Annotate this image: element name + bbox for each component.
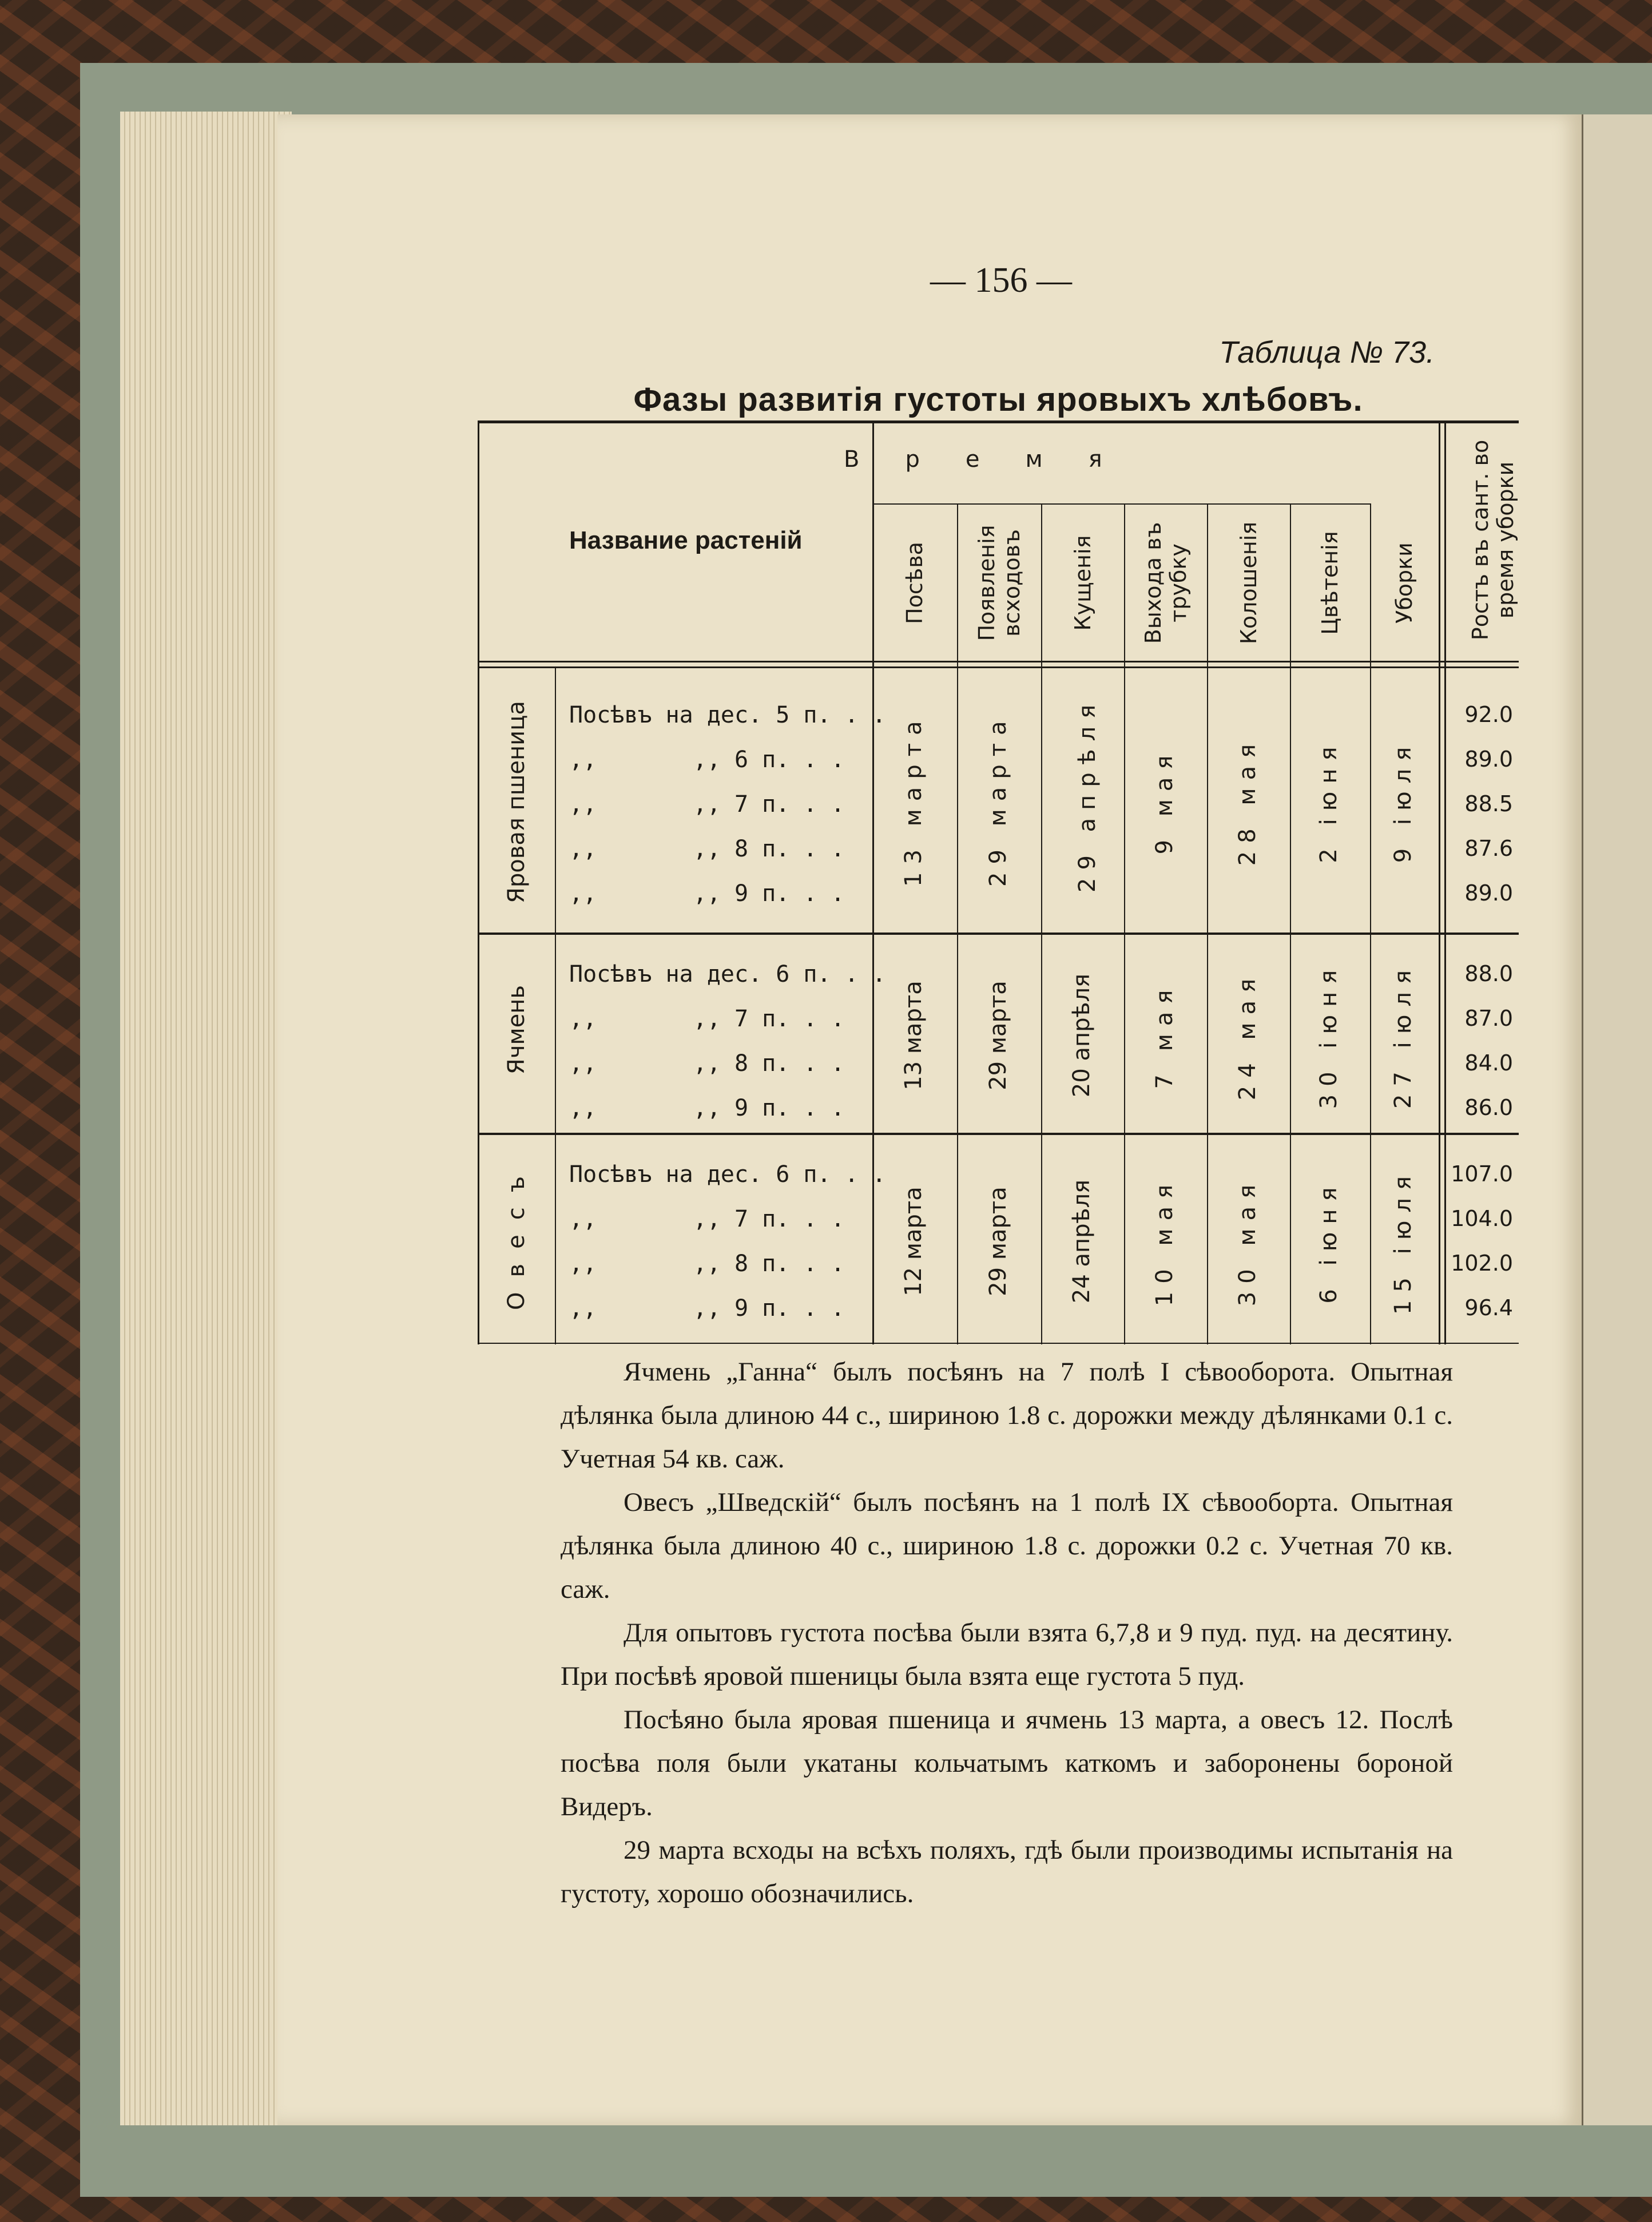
height-value: 87.6 xyxy=(1464,836,1513,861)
paragraph: Овесъ „Шведскій“ былъ посѣянъ на 1 полѣ IX сѣвооборта. Опытная дѣлянка была длиною 40 с., шириною 1.8 с. дорожки 0.2 с. Учетная 70 кв. саж. xyxy=(561,1487,1453,1604)
phase-header-booting: Выхода въ трубку xyxy=(1141,522,1191,644)
date-cell: 13 марта xyxy=(900,713,927,887)
date-cell: 2 іюня xyxy=(1316,739,1342,863)
date-cell: 10 мая xyxy=(1151,1176,1178,1307)
date-cell: 28 мая xyxy=(1234,736,1261,866)
row-label: ,, ,, 9 п. . . xyxy=(569,880,845,907)
date-cell: 20 апрѣля xyxy=(1069,973,1095,1098)
row-label: ,, ,, 7 п. . . xyxy=(569,1206,845,1232)
date-cell: 29 апрѣля xyxy=(1074,696,1101,892)
time-header: Время xyxy=(844,446,1148,473)
paragraph: 29 марта всходы на всѣхъ поляхъ, гдѣ были производимы испытанія на густоту, хорошо обозначились. xyxy=(561,1835,1453,1908)
row-label: ,, ,, 6 п. . . xyxy=(569,747,845,773)
body-text xyxy=(561,1350,1453,1915)
date-cell: 12 марта xyxy=(900,1187,927,1296)
row-label: ,, ,, 8 п. . . xyxy=(569,1251,845,1277)
row-label: ,, ,, 8 п. . . xyxy=(569,836,845,862)
phase-header-flowering: Цвѣтенія xyxy=(1317,531,1343,635)
height-value: 107.0 xyxy=(1451,1161,1513,1187)
row-label: Посѣвъ на дес. 6 п. . . xyxy=(569,1161,886,1188)
row-label: ,, ,, 7 п. . . xyxy=(569,1006,845,1032)
phase-header-harvest: Уборки xyxy=(1392,542,1417,624)
height-value: 104.0 xyxy=(1451,1206,1513,1231)
group-name-spring-wheat: Яровая пшеница xyxy=(503,701,530,903)
date-cell: 29 марта xyxy=(985,713,1011,887)
date-cell: 9 мая xyxy=(1151,747,1178,855)
height-value: 88.0 xyxy=(1464,961,1513,986)
plant-name-header: Название растеній xyxy=(569,526,803,554)
row-label: ,, ,, 7 п. . . xyxy=(569,791,845,818)
height-value: 88.5 xyxy=(1464,791,1513,816)
phases-table xyxy=(478,420,1519,1344)
phase-header-heading: Колошенія xyxy=(1236,521,1261,645)
date-cell: 13 марта xyxy=(900,981,927,1090)
page-edges xyxy=(120,112,292,2125)
row-label: ,, ,, 9 п. . . xyxy=(569,1095,845,1121)
group-name-barley: Ячмень xyxy=(503,985,530,1074)
date-cell: 7 мая xyxy=(1151,982,1178,1089)
paragraph: Посѣяно была яровая пшеница и ячмень 13 марта, а овесъ 12. Послѣ посѣва поля были укатаны кольчатымъ каткомъ и заборонены бороной Видеръ. xyxy=(561,1705,1453,1822)
date-cell: 15 іюля xyxy=(1390,1168,1416,1315)
paragraph: Ячмень „Ганна“ былъ посѣянъ на 7 полѣ I сѣвооборота. Опытная дѣлянка была длиною 44 с., шириною 1.8 с. дорожки между дѣлянками 0.1 с. Учетная 54 кв. саж. xyxy=(561,1357,1453,1474)
phase-header-tillering: Кущенія xyxy=(1070,535,1095,631)
facing-page-edge xyxy=(1582,114,1652,2125)
height-value: 86.0 xyxy=(1464,1095,1513,1120)
date-cell: 29 марта xyxy=(985,1187,1011,1296)
height-value: 89.0 xyxy=(1464,747,1513,772)
date-cell: 30 іюня xyxy=(1316,962,1342,1109)
date-cell: 24 мая xyxy=(1234,970,1261,1101)
table-title: Фазы развитія густоты яровыхъ хлѣбовъ. xyxy=(633,381,1363,418)
row-label: ,, ,, 8 п. . . xyxy=(569,1050,845,1077)
date-cell: 29 марта xyxy=(985,981,1011,1090)
group-name-oats: Овесъ xyxy=(503,1161,530,1310)
date-cell: 9 іюля xyxy=(1390,739,1416,863)
height-header: Ростъ въ сант. во время уборки xyxy=(1468,439,1518,641)
date-cell: 6 іюня xyxy=(1316,1179,1342,1304)
phase-header-emergence: Появленія всходовъ xyxy=(974,525,1024,641)
page-number: — 156 — xyxy=(930,261,1072,300)
height-value: 87.0 xyxy=(1464,1006,1513,1031)
date-cell: 24 апрѣля xyxy=(1069,1179,1095,1304)
row-label: Посѣвъ на дес. 5 п. . . xyxy=(569,702,886,728)
table-number-label: Таблица № 73. xyxy=(1219,335,1435,370)
height-value: 89.0 xyxy=(1464,880,1513,906)
date-cell: 30 мая xyxy=(1234,1176,1261,1307)
height-value: 84.0 xyxy=(1464,1050,1513,1076)
row-label: Посѣвъ на дес. 6 п. . . xyxy=(569,961,886,987)
paragraph: Для опытовъ густота посѣва были взята 6,7,8 и 9 пуд. пуд. на десятину. При посѣвѣ яровой пшеницы была взята еще густота 5 пуд. xyxy=(561,1618,1453,1691)
height-value: 92.0 xyxy=(1464,702,1513,727)
row-label: ,, ,, 9 п. . . xyxy=(569,1295,845,1322)
height-value: 96.4 xyxy=(1464,1295,1513,1320)
height-value: 102.0 xyxy=(1451,1251,1513,1276)
phase-header-sowing: Посѣва xyxy=(902,542,927,624)
date-cell: 27 іюля xyxy=(1390,962,1416,1109)
